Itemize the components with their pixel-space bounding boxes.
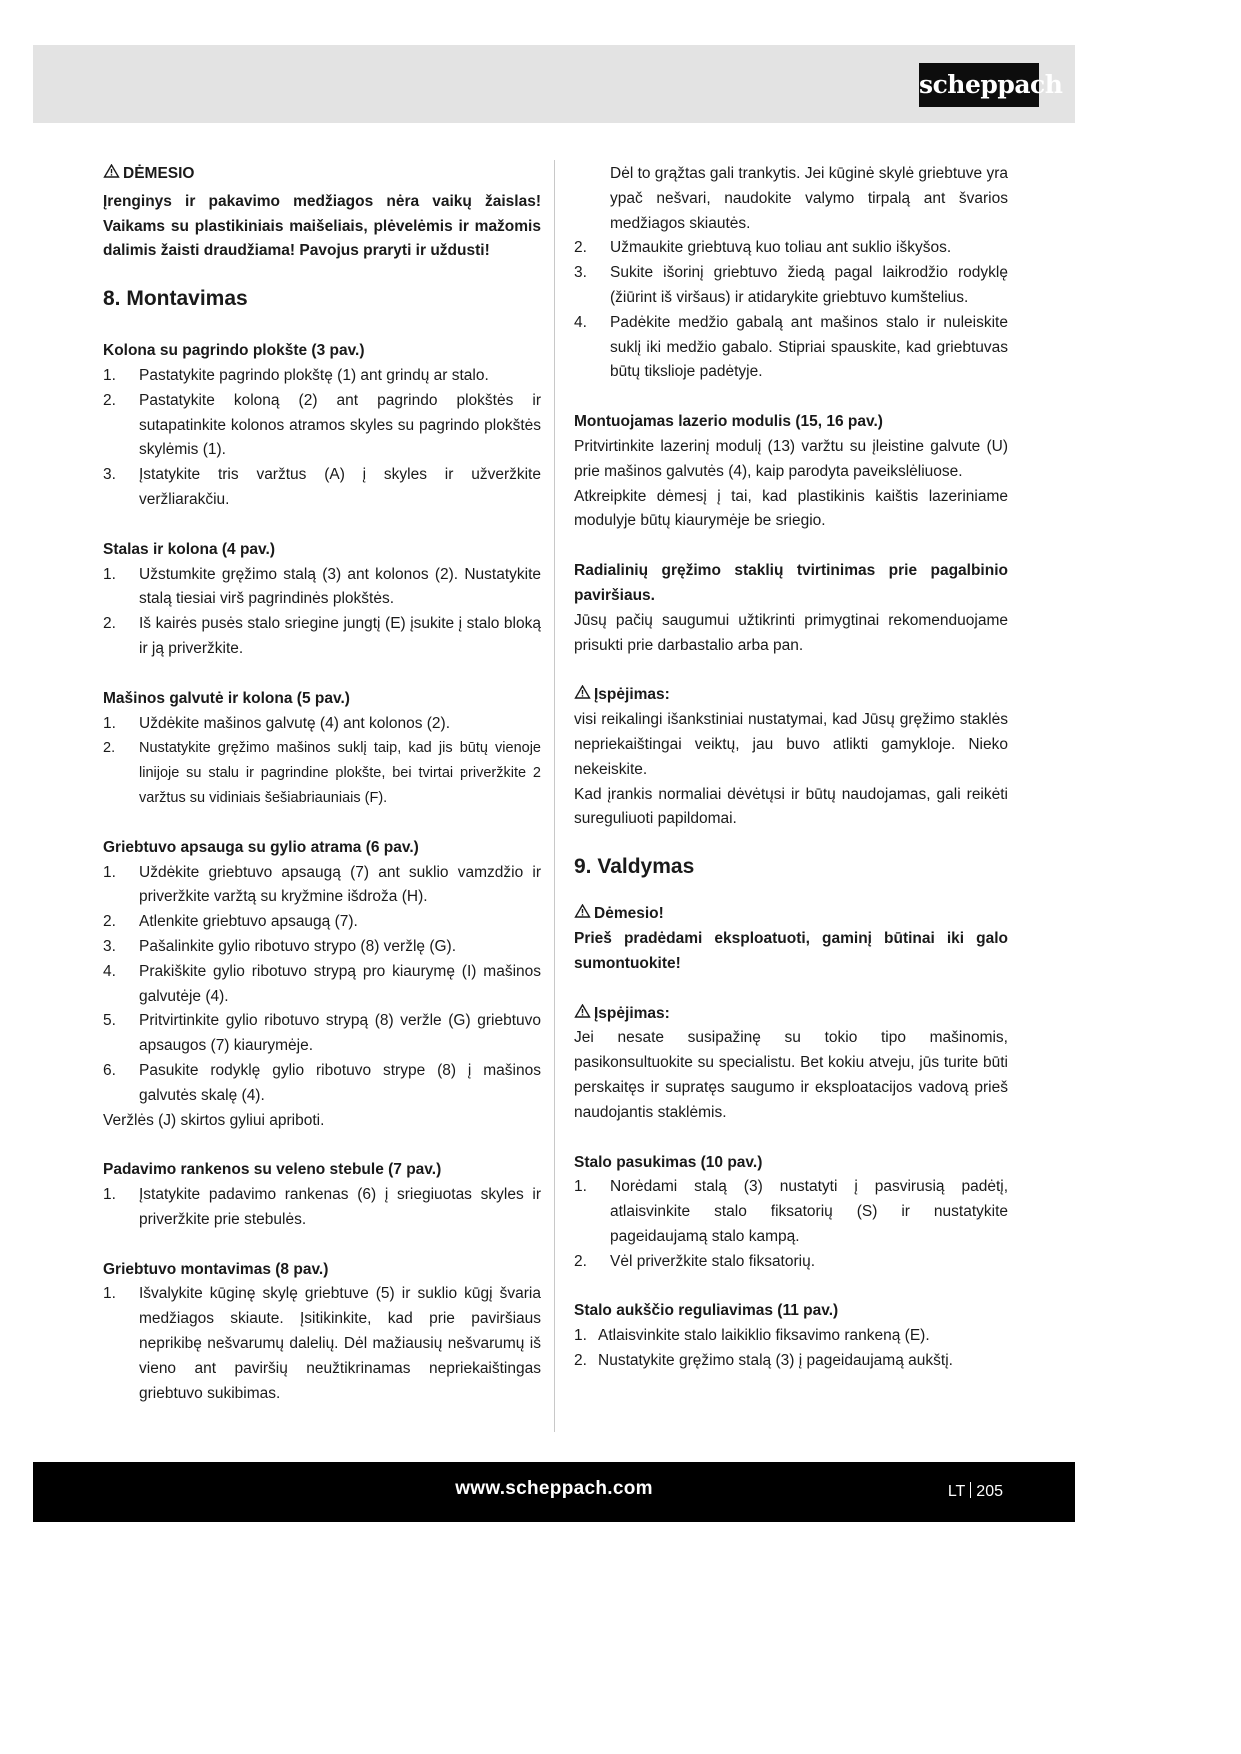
pasukimas-block bbox=[574, 1151, 1008, 1275]
list-item: 2. Atlenkite griebtuvo apsaugą (7). bbox=[103, 913, 358, 931]
list-item: 1. Norėdami stalą (3) nustatyti į pasvirusią padėtį, atlaisvinkite stalo fiksatorių (S) ir nustatykite pageidaujamą stalo kampą. bbox=[574, 1178, 1008, 1245]
padavimo-block bbox=[103, 1158, 541, 1232]
list-item: 1. Uždėkite mašinos galvutę (4) ant kolonos (2). bbox=[103, 714, 451, 732]
footer-bar bbox=[33, 1462, 1075, 1522]
ispejimas-2-title: Įspėjimas: bbox=[594, 1004, 670, 1022]
column-divider bbox=[554, 160, 555, 1432]
ispejimas-1-block bbox=[574, 683, 1008, 832]
warning-block bbox=[103, 162, 541, 264]
pasukimas-title: Stalo pasukimas (10 pav.) bbox=[574, 1153, 763, 1171]
griebtuvo-title: Griebtuvo montavimas (8 pav.) bbox=[103, 1260, 329, 1278]
ispejimas-2-text: Jei nesate susipažinę su tokio tipo mašinomis, pasikonsultuokite su specialistu. Bet kokiu atveju, jūs turite būti perskaitęs ir supratęs saugumo ir eksploatacijos vadovą prieš naudojantis staklėmis. bbox=[574, 1029, 1008, 1121]
header-band bbox=[33, 45, 1075, 123]
kolona-title: Kolona su pagrindo plokšte (3 pav.) bbox=[103, 342, 365, 360]
right-list-block bbox=[574, 162, 1008, 385]
list-item: 2. Nustatykite gręžimo stalą (3) į pageidaujamą aukštį. bbox=[574, 1352, 953, 1370]
stalas-block bbox=[103, 538, 541, 662]
page-number: 205 bbox=[976, 1483, 1003, 1500]
warning-triangle-icon bbox=[574, 1004, 591, 1018]
list-item: 1. Įstatykite padavimo rankenas (6) į sriegiuotas skyles ir priveržkite prie stebulės. bbox=[103, 1186, 541, 1228]
list-item: 2. Vėl priveržkite stalo fiksatorių. bbox=[574, 1252, 816, 1270]
apsauga-title: Griebtuvo apsauga su gylio atrama (6 pav.) bbox=[103, 838, 419, 856]
left-column bbox=[103, 162, 541, 1406]
list-item: 4. Padėkite medžio gabalą ant mašinos stalo ir nuleiskite suklį iki medžio gabalo. Stipriai spauskite, kad griebtuvas būtų tikslioje padėtyje. bbox=[574, 313, 1008, 381]
language-code: LT bbox=[947, 1483, 966, 1500]
list-item: 4. Prakiškite gylio ribotuvo strypą pro kiaurymę (I) mašinos galvutėje (4). bbox=[103, 962, 541, 1005]
ispejimas-1-title: Įspėjimas: bbox=[594, 686, 670, 704]
lazerio-text-1: Pritvirtinkite lazerinį modulį (13) varžtu su įleistine galvute (U) prie mašinos galvutės (4), kaip parodyta paveikslėliuose. bbox=[574, 437, 1008, 480]
list-item: 3. Sukite išorinį griebtuvo žiedą pagal laikrodžio rodyklę (žiūrint iš viršaus) ir atidarykite griebtuvo kumštelius. bbox=[574, 264, 1008, 306]
page-separator bbox=[970, 1482, 971, 1498]
scheppach-logo: scheppach bbox=[919, 63, 1039, 107]
warning-triangle-icon bbox=[103, 164, 120, 178]
list-item: 1. Atlaisvinkite stalo laikiklio fiksavimo rankeną (E). bbox=[574, 1327, 930, 1345]
list-item: 5. Pritvirtinkite gylio ribotuvo strypą (8) veržle (G) griebtuvo apsaugos (7) kiaurymėje. bbox=[103, 1012, 541, 1055]
continued-text: Dėl to grąžtas gali trankytis. Jei kūginė skylė griebtuve yra ypač nešvari, naudokite valymo tirpalą ant švarios medžiagos skiautės. bbox=[610, 165, 1009, 232]
warning-title: DĖMESIO bbox=[123, 165, 195, 182]
galvute-block bbox=[103, 687, 541, 811]
apsauga-note: Veržlės (J) skirtos gyliui apriboti. bbox=[103, 1111, 325, 1129]
demesio-title: Dėmesio! bbox=[594, 905, 664, 923]
list-item: 2. Nustatykite gręžimo mašinos suklį taip, kad jis būtų vienoje linijoje su stalu ir pagrindine plokšte, bei tvirtai priveržkite 2 varžtus su vidiniais šešiabriauniais (F). bbox=[103, 740, 541, 806]
section-9-heading: 9. Valdymas bbox=[574, 855, 695, 879]
lazerio-title: Montuojamas lazerio modulis (15, 16 pav.) bbox=[574, 413, 883, 431]
aukscio-title: Stalo aukščio reguliavimas (11 pav.) bbox=[574, 1302, 839, 1320]
list-item: 3. Pašalinkite gylio ribotuvo strypo (8) veržlę (G). bbox=[103, 937, 457, 955]
lazerio-text-2: Atkreipkite dėmesį į tai, kad plastikinis kaištis lazeriniame modulyje būtų kiaurymėje be sriegio. bbox=[574, 487, 1008, 530]
footer-url[interactable]: www.scheppach.com bbox=[455, 1478, 653, 1499]
griebtuvo-block bbox=[103, 1258, 541, 1407]
section-8-heading: 8. Montavimas bbox=[103, 287, 248, 311]
ispejimas-2-block bbox=[574, 1002, 1008, 1126]
warning-triangle-icon bbox=[574, 685, 591, 699]
list-item: 3. Įstatykite tris varžtus (A) į skyles ir užveržkite veržliarakčiu. bbox=[103, 466, 541, 508]
warning-triangle-icon bbox=[574, 904, 591, 918]
ispejimas-1-text-1: visi reikalingi išankstiniai nustatymai, kad Jūsų gręžimo staklės nepriekaištingai veiktų, jau buvo atlikti gamykloje. Nieko nekeiskite. bbox=[574, 711, 1008, 778]
list-item: 2. Iš kairės pusės stalo sriegine jungtį (E) įsukite į stalo bloką ir ją priveržkite. bbox=[103, 615, 541, 657]
right-column bbox=[574, 162, 1008, 1374]
apsauga-block bbox=[103, 836, 541, 1134]
demesio-text: Prieš pradėdami eksploatuoti, gaminį būtinai iki galo sumontuokite! bbox=[574, 929, 1008, 972]
demesio-block bbox=[574, 902, 1008, 976]
stalas-title: Stalas ir kolona (4 pav.) bbox=[103, 540, 275, 558]
ispejimas-1-text-2: Kad įrankis normaliai dėvėtųsi ir būtų naudojamas, gali reikėti sureguliuoti papildomai. bbox=[574, 785, 1008, 828]
list-item: 1. Uždėkite griebtuvo apsaugą (7) ant suklio vamzdžio ir priveržkite varžtą su kryžmine išdroža (H). bbox=[103, 863, 541, 906]
aukscio-block bbox=[574, 1299, 1008, 1373]
galvute-title: Mašinos galvutė ir kolona (5 pav.) bbox=[103, 689, 350, 707]
lazerio-block bbox=[574, 410, 1008, 534]
radialiniu-block bbox=[574, 559, 1008, 658]
page-indicator bbox=[948, 1482, 1003, 1501]
list-item: 1. Užstumkite gręžimo stalą (3) ant kolonos (2). Nustatykite stalą tiesiai virš pagrindinės plokštės. bbox=[103, 565, 541, 608]
radialiniu-title: Radialinių gręžimo staklių tvirtinimas prie pagalbinio paviršiaus. bbox=[574, 562, 1008, 604]
warning-text: Įrenginys ir pakavimo medžiagos nėra vaikų žaislas! Vaikams su plastikiniais maišeliais, plėvelėmis ir mažomis dalimis žaisti draudžiama! Pavojus praryti ir uždusti! bbox=[103, 192, 541, 260]
list-item: 1. Pastatykite pagrindo plokštę (1) ant grindų ar stalo. bbox=[103, 366, 489, 384]
padavimo-title: Padavimo rankenos su veleno stebule (7 pav.) bbox=[103, 1161, 442, 1179]
list-item: 2. Pastatykite koloną (2) ant pagrindo plokštės ir sutapatinkite kolonos atramos skyles su pagrindo plokštės skylėmis (1). bbox=[103, 391, 541, 459]
kolona-block bbox=[103, 339, 541, 513]
list-item: 1. Išvalykite kūginę skylę griebtuve (5) ir suklio kūgį švaria medžiagos skiaute. Įsitikinkite, kad prie paviršiaus neprikibę nešvarumų dalelių. Dėl mažiausių nešvarumų iš vieno ant paviršių neužtikrinamas nepriekaištingas griebtuvo sukibimas. bbox=[103, 1285, 541, 1402]
radialiniu-text: Jūsų pačių saugumui užtikrinti primygtinai rekomenduojame prisukti prie darbastalio arba pan. bbox=[574, 611, 1008, 654]
list-item: 2. Užmaukite griebtuvą kuo toliau ant suklio iškyšos. bbox=[574, 239, 952, 257]
list-item: 6. Pasukite rodyklę gylio ribotuvo strype (8) į mašinos galvutės skalę (4). bbox=[103, 1061, 541, 1104]
